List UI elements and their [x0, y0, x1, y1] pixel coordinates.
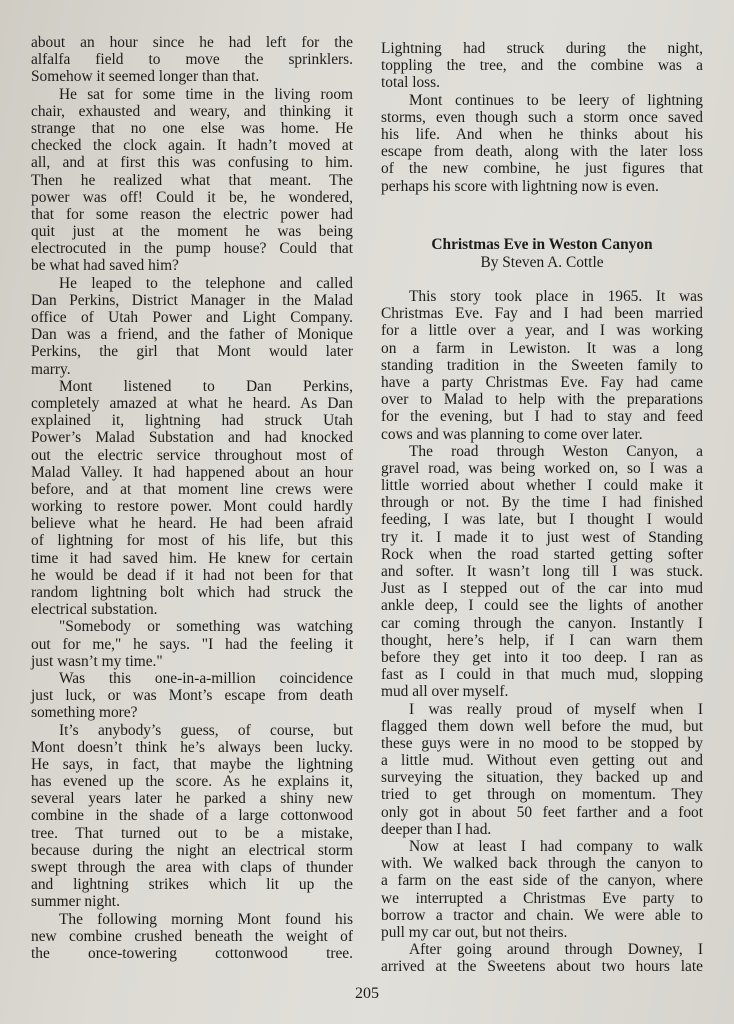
- text-line: Mont doesn’t think he’s always been lucky.: [31, 738, 353, 756]
- paragraph: [31, 34, 353, 86]
- text-line: car coming through the canyon. Instantly I: [381, 614, 703, 632]
- text-line: just wasn’t my time.": [31, 652, 163, 670]
- paragraph: [31, 722, 353, 911]
- text-line: chair, exhausted and weary, and thinking it: [31, 102, 353, 120]
- text-line: deeper than I had.: [381, 820, 492, 838]
- text-line: all, and at first this was confusing to him.: [31, 154, 353, 172]
- story-heading: [381, 236, 703, 272]
- text-line: Then he realized what that meant. The: [31, 171, 353, 189]
- text-line: before they get into it too deep. I ran as: [381, 648, 703, 666]
- text-line: flagged them down well before the mud, but: [381, 717, 703, 735]
- text-line: the once-towering cottonwood tree.: [31, 944, 353, 962]
- text-line: summer night.: [31, 893, 120, 911]
- text-line: borrow a tractor and chain. We were able to: [381, 906, 703, 924]
- text-line: new combine crushed beneath the weight of: [31, 927, 353, 945]
- text-line: working to restore power. Mont could hardly: [31, 498, 353, 516]
- left-column: [31, 34, 353, 962]
- text-line: checked the clock again. It hadn’t moved at: [31, 137, 353, 155]
- text-line: out for me," he says. "I had the feeling it: [31, 635, 353, 653]
- text-line: After going around through Downey, I: [409, 941, 703, 959]
- text-line: Christmas Eve. Fay and I had been married: [381, 305, 703, 323]
- text-line: alfalfa field to move the sprinklers.: [31, 51, 353, 69]
- text-line: because during the night an electrical storm: [31, 841, 353, 859]
- text-line: Rock when the road started getting softer: [381, 545, 703, 563]
- text-line: little worried about whether I could make it: [381, 477, 703, 495]
- text-line: arrived at the Sweetens about two hours late: [381, 958, 703, 976]
- text-line: out the electric service throughout most of: [31, 446, 353, 464]
- paragraph: [31, 86, 353, 275]
- text-line: feeding, I was late, but I thought I would: [381, 511, 703, 529]
- right-column-top: [381, 40, 703, 195]
- text-line: only got in about 50 feet farther and a foot: [381, 803, 703, 821]
- text-line: electrocuted in the pump house? Could that: [31, 240, 353, 258]
- text-line: over to Malad to help with the preparations: [381, 391, 703, 409]
- text-line: cows and was planning to come over later.: [381, 425, 643, 443]
- text-line: Power’s Malad Substation and had knocked: [31, 429, 353, 447]
- text-line: a farm on the east side of the canyon, where: [381, 872, 703, 890]
- text-line: toppling the tree, and the combine was a: [381, 57, 703, 75]
- text-line: random lightning bolt which had struck the: [31, 584, 353, 601]
- text-line: tree. That turned out to be a mistake,: [31, 824, 353, 842]
- text-line: of lightning for most of his life, but this: [31, 532, 353, 550]
- paragraph: [31, 275, 353, 378]
- text-line: be what had saved him?: [31, 257, 179, 275]
- paragraph: [381, 92, 703, 195]
- text-line: Mont listened to Dan Perkins,: [59, 377, 353, 395]
- text-line: his life. And when he thinks about his: [381, 125, 703, 143]
- text-line: on a farm in Lewiston. It was a long: [381, 339, 703, 357]
- text-line: we interrupted a Christmas Eve party to: [381, 889, 703, 907]
- text-line: Now at least I had company to walk: [409, 838, 703, 855]
- text-line: I was really proud of myself when I: [409, 700, 703, 718]
- text-line: and softer. It wasn’t long till I was stuck.: [381, 563, 703, 580]
- text-line: explained it, lightning had struck Utah: [31, 412, 353, 430]
- text-line: tried to get through on momentum. They: [381, 786, 703, 804]
- text-line: thought, here’s help, if I can warn them: [381, 631, 703, 649]
- paragraph: [381, 701, 703, 839]
- text-line: have a party Christmas Eve. Fay had came: [381, 373, 703, 391]
- text-line: Malad Valley. It had happened about an hour: [31, 463, 353, 481]
- text-line: he would be dead if it had not been for that: [31, 566, 353, 584]
- text-line: He says, in fact, that maybe the lightning: [31, 755, 353, 773]
- text-line: office of Utah Power and Light Company.: [31, 309, 353, 326]
- text-line: just luck, or was Mont’s escape from death: [31, 687, 353, 705]
- text-line: Perkins, the girl that Mont would later: [31, 343, 353, 361]
- text-line: try it. I made it to just west of Standing: [381, 528, 703, 546]
- text-line: strange that no one else was home. He: [31, 119, 353, 137]
- text-line: these guys were in no mood to be stopped by: [381, 734, 703, 752]
- text-line: a little mud. Without even getting out and: [381, 752, 703, 770]
- text-line: with. We walked back through the canyon to: [381, 855, 703, 873]
- text-line: believe what he heard. He had been afraid: [31, 515, 353, 533]
- text-line: quit just at the moment he was being: [31, 223, 353, 241]
- text-line: perhaps his score with lightning now is even.: [381, 177, 659, 195]
- text-line: Just as I stepped out of the car into mud: [381, 580, 703, 598]
- text-line: before, and at that moment line crews were: [31, 480, 353, 498]
- text-line: combine in the shade of a large cottonwood: [31, 807, 353, 825]
- text-line: escape from death, along with the later loss: [381, 143, 703, 161]
- story-title: Christmas Eve in Weston Canyon: [431, 236, 653, 253]
- text-line: "Somebody or something was watching: [59, 618, 353, 636]
- text-line: surveying the situation, they backed up and: [381, 769, 703, 787]
- story-byline: By Steven A. Cottle: [480, 254, 604, 271]
- paragraph: [381, 941, 703, 975]
- text-line: that for some reason the electric power had: [31, 205, 353, 223]
- text-line: fast as I could in that much mud, slopping: [381, 666, 703, 684]
- text-line: Was this one-in-a-million coincidence: [59, 669, 353, 687]
- text-line: Somehow it seemed longer than that.: [31, 68, 260, 86]
- paragraph: [31, 618, 353, 670]
- text-line: completely amazed at what he heard. As Dan: [31, 394, 353, 412]
- text-line: about an hour since he had left for the: [31, 34, 353, 51]
- text-line: for a little over a year, and I was working: [381, 322, 703, 340]
- text-line: electrical substation.: [31, 601, 158, 619]
- text-line: several years later he parked a shiny new: [31, 790, 353, 808]
- paragraph: [381, 443, 703, 701]
- text-line: Lightning had struck during the night,: [381, 40, 703, 57]
- text-line: The road through Weston Canyon, a: [409, 442, 703, 460]
- text-line: through or not. By the time I had finished: [381, 494, 703, 512]
- paragraph: [381, 40, 703, 92]
- text-line: ankle deep, I could see the lights of another: [381, 597, 703, 615]
- text-line: power was off! Could it be, he wondered,: [31, 188, 353, 206]
- right-column-story: [381, 288, 703, 976]
- paragraph: [31, 911, 353, 963]
- text-line: This story took place in 1965. It was: [409, 288, 703, 305]
- paragraph: [381, 288, 703, 443]
- paragraph: [31, 378, 353, 619]
- text-line: time it had saved him. He knew for certain: [31, 549, 353, 567]
- paragraph: [31, 670, 353, 722]
- text-line: It’s anybody’s guess, of course, but: [59, 721, 353, 739]
- text-line: Dan was a friend, and the father of Monique: [31, 326, 353, 344]
- page-number: 205: [355, 985, 379, 1002]
- text-line: storms, even though such a storm once saved: [381, 108, 703, 126]
- text-line: something more?: [31, 704, 138, 722]
- text-line: He leaped to the telephone and called: [59, 274, 353, 292]
- text-line: Mont continues to be leery of lightning: [409, 91, 703, 109]
- text-line: marry.: [31, 360, 71, 378]
- text-line: has evened up the score. As he explains it,: [31, 773, 353, 791]
- text-line: swept through the area with claps of thunder: [31, 859, 353, 876]
- text-line: The following morning Mont found his: [59, 910, 353, 928]
- text-line: mud all over myself.: [381, 683, 509, 701]
- text-line: for the evening, but I had to stay and feed: [381, 408, 703, 426]
- text-line: standing tradition in the Sweeten family to: [381, 356, 703, 374]
- text-line: and lightning strikes which lit up the: [31, 876, 353, 894]
- text-line: total loss.: [381, 74, 440, 92]
- paragraph: [381, 838, 703, 941]
- text-line: Dan Perkins, District Manager in the Malad: [31, 291, 353, 309]
- text-line: of the new combine, he just figures that: [381, 160, 703, 178]
- text-line: gravel road, was being worked on, so I was a: [381, 459, 703, 477]
- text-line: pull my car out, but not theirs.: [381, 923, 568, 941]
- text-line: He sat for some time in the living room: [59, 85, 353, 103]
